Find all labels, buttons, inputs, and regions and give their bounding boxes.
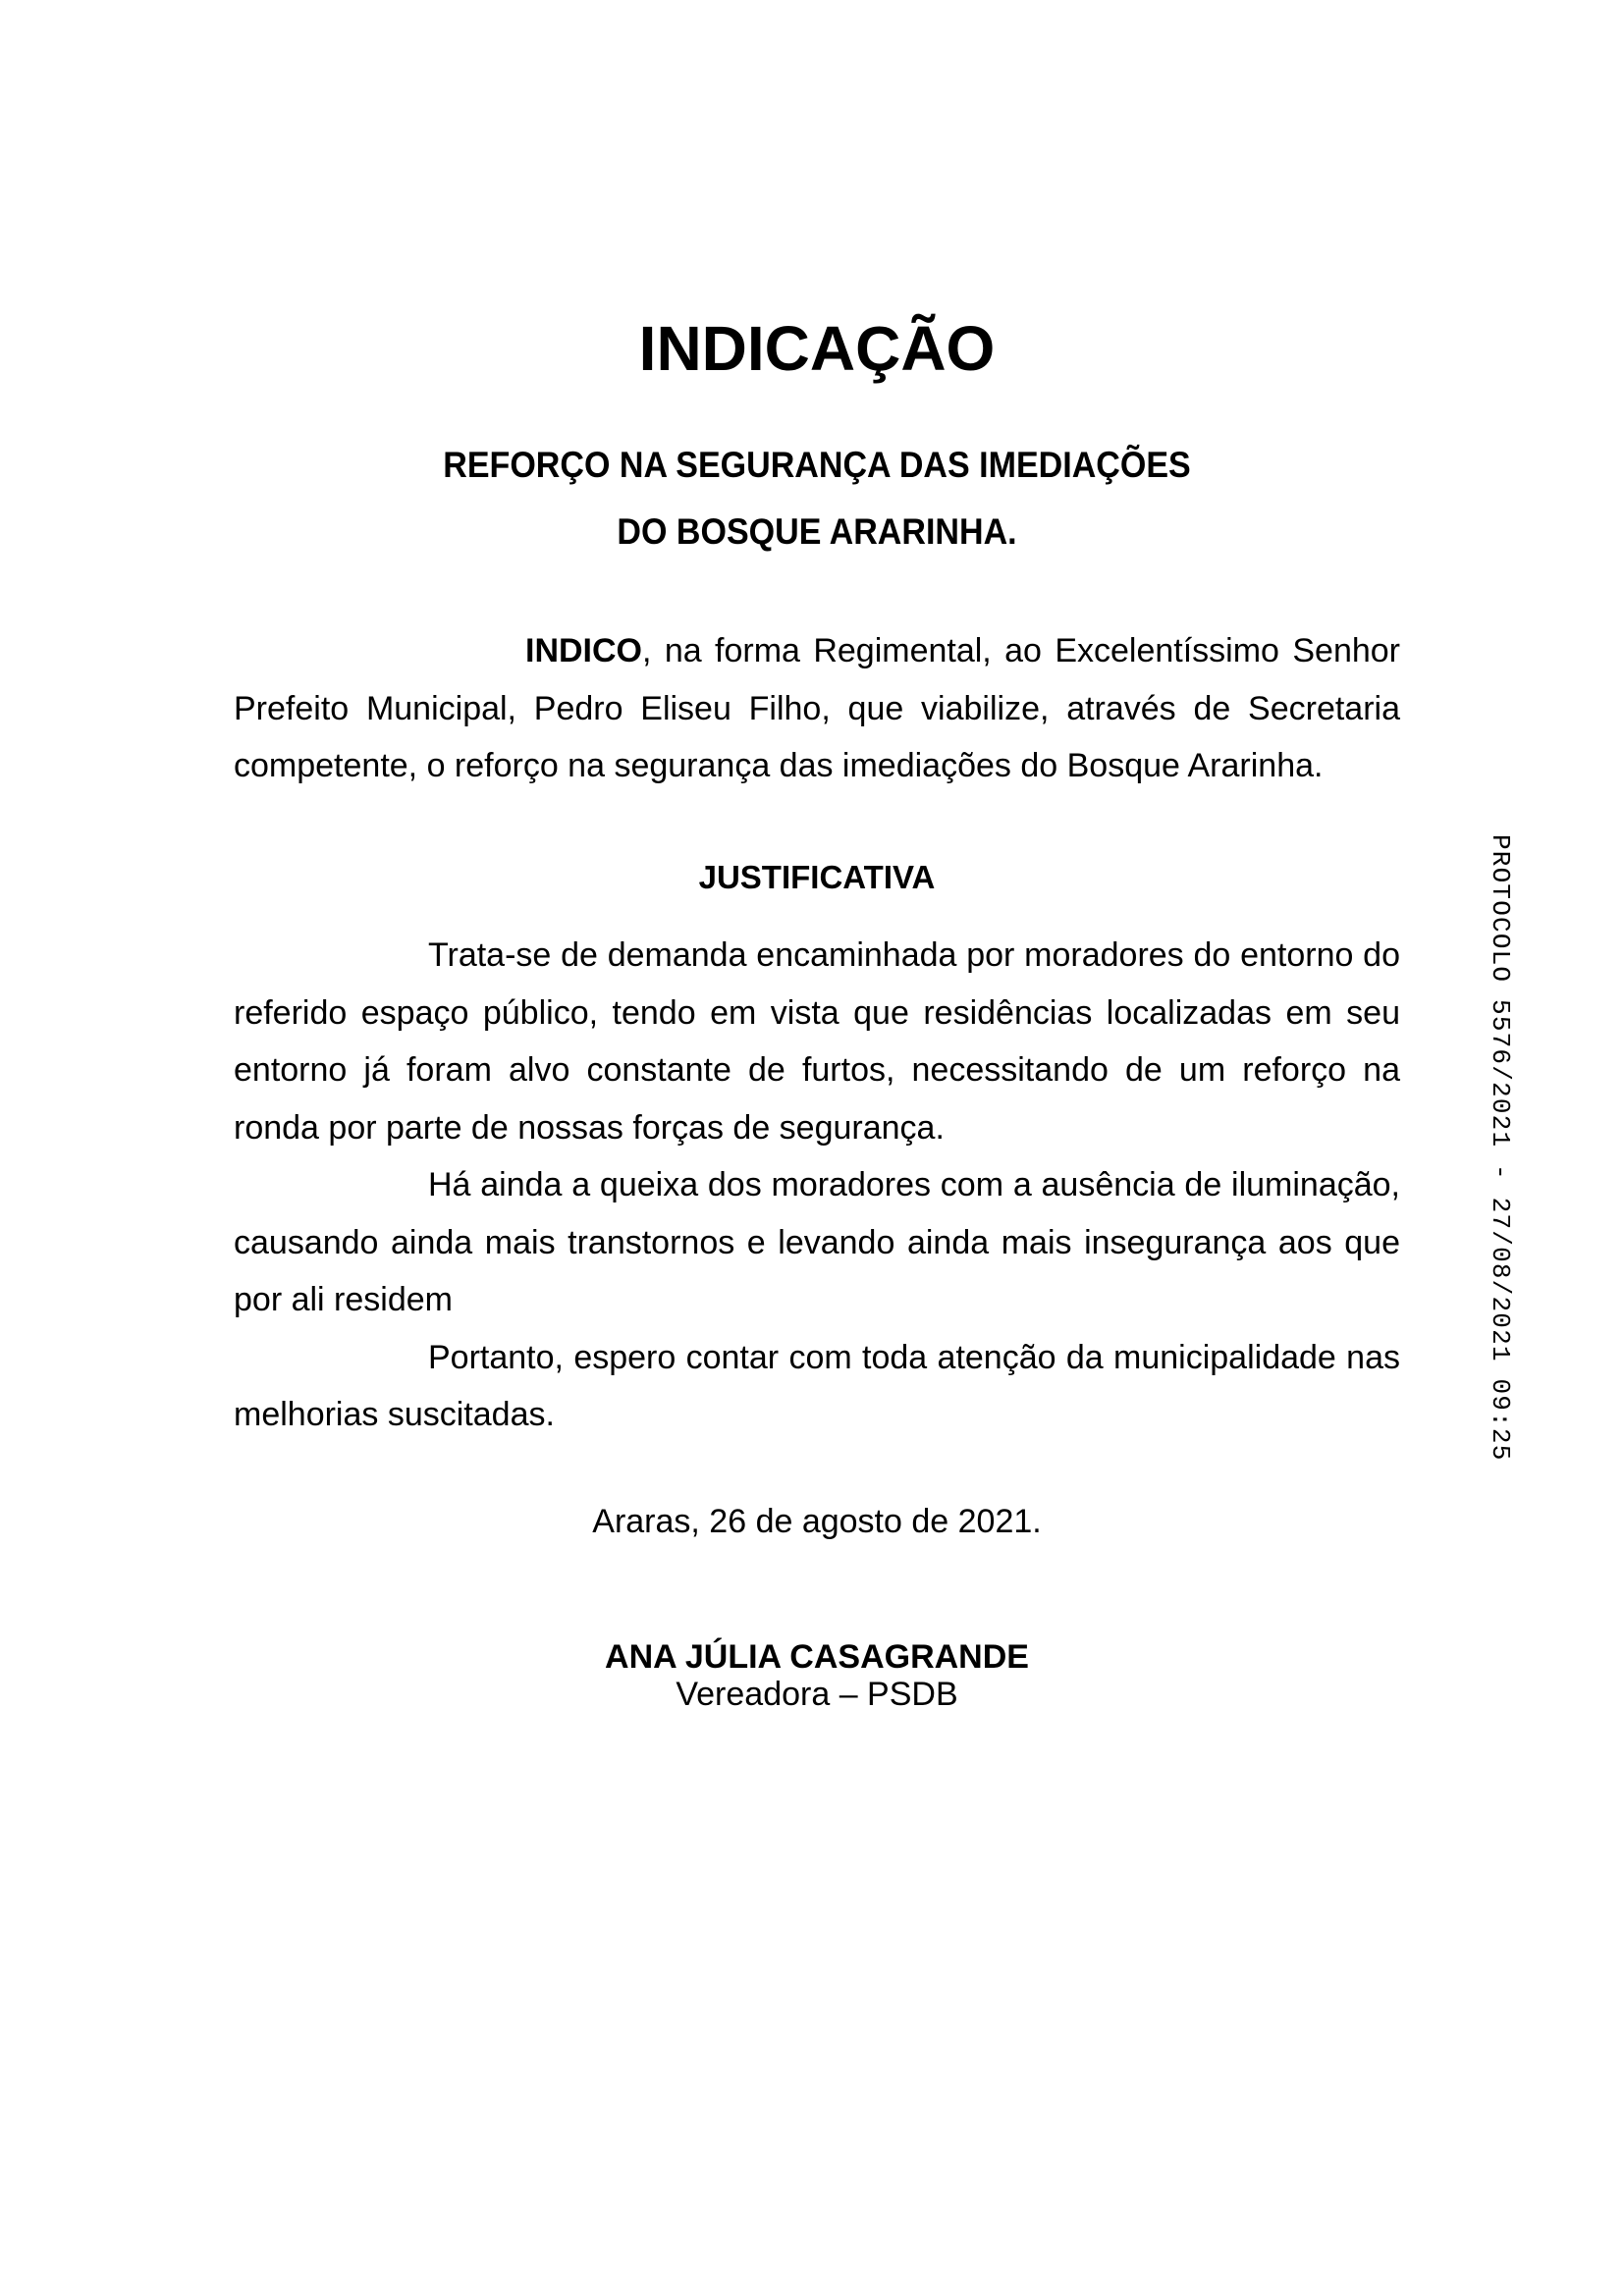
protocol-stamp: PROTOCOLO 5576/2021 - 27/08/2021 09:25: [1486, 834, 1515, 1462]
date-line: Araras, 26 de agosto de 2021.: [592, 1503, 1042, 1540]
document-title: INDICAÇÃO: [638, 313, 996, 384]
signature-name: ANA JÚLIA CASAGRANDE: [605, 1638, 1029, 1676]
indication-text: [234, 622, 1400, 795]
indication-lead: INDICO: [525, 632, 642, 669]
justification-paragraph-2: Há ainda a queixa dos moradores com a ausência de iluminação, causando ainda mais transtornos e levando ainda mais insegurança aos que por ali residem: [234, 1166, 1400, 1318]
justification-paragraph-1: Trata-se de demanda encaminhada por moradores do entorno do referido espaço público, tendo em vista que residências localizadas em seu entorno já foram alvo constante de furtos, necessitando de um reforço na ronda por parte de nossas forças de segurança.: [234, 936, 1400, 1147]
justification-paragraph-3: Portanto, espero contar com toda atenção da municipalidade nas melhorias suscitadas.: [234, 1338, 1400, 1433]
document-subtitle-line-1: REFORÇO NA SEGURANÇA DAS IMEDIAÇÕES: [443, 445, 1191, 485]
signature-role: Vereadora – PSDB: [676, 1676, 958, 1713]
justification-body: [234, 927, 1400, 1444]
document-subtitle-line-2: DO BOSQUE ARARINHA.: [617, 511, 1017, 552]
indication-paragraph: [234, 622, 1400, 795]
justification-heading: JUSTIFICATIVA: [698, 859, 936, 895]
indication-body: , na forma Regimental, ao Excelentíssimo Senhor Prefeito Municipal, Pedro Eliseu Filho, que viabilize, através de Secretaria competente, o reforço na segurança das imediações do Bosque Ararinha.: [234, 632, 1400, 784]
